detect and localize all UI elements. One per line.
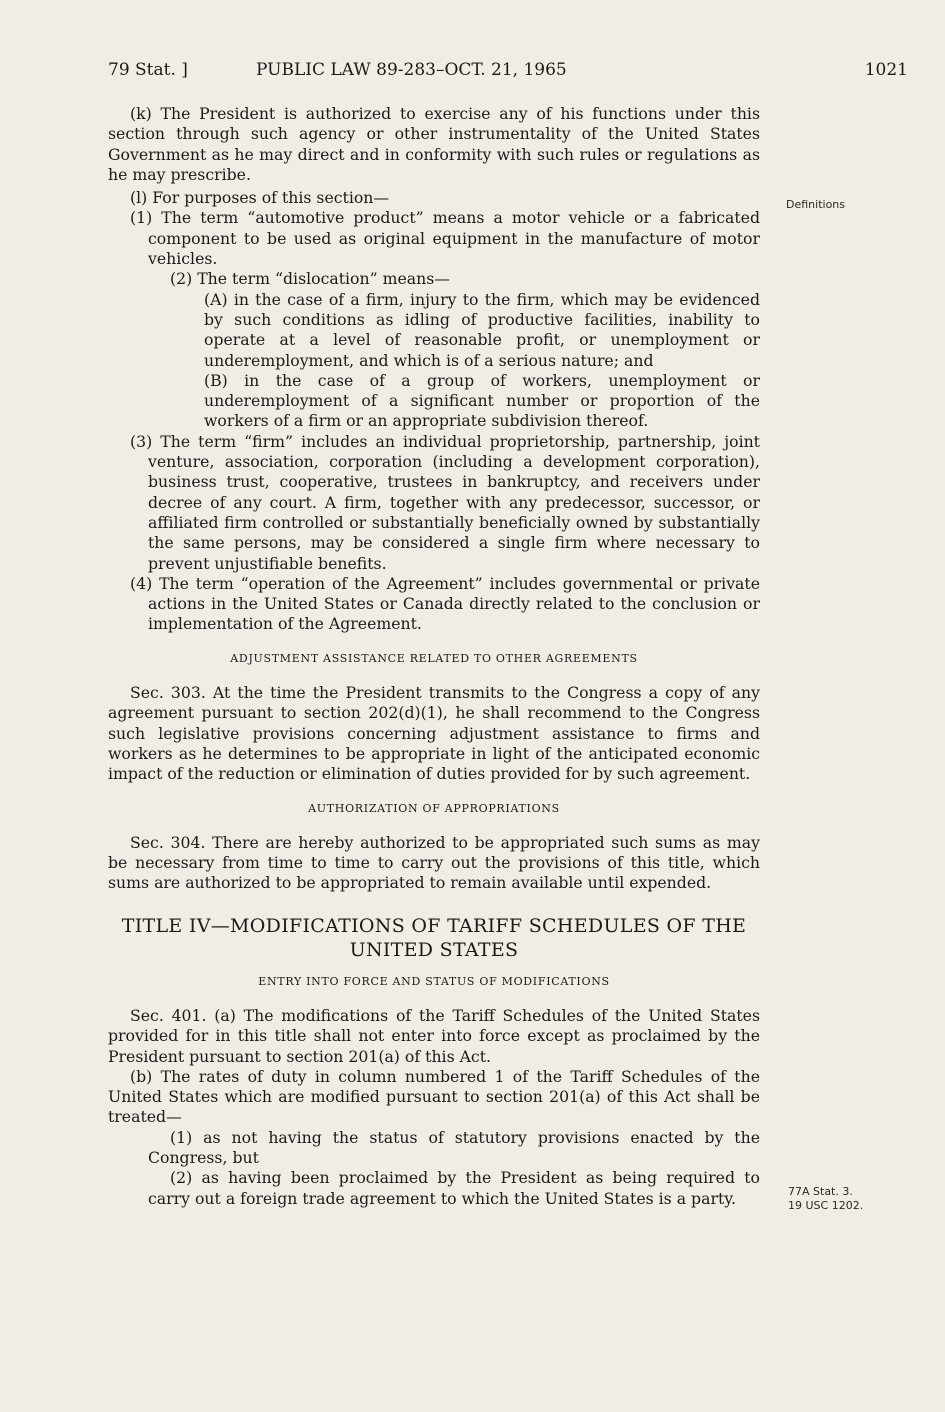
- margin-note-definitions: Definitions: [786, 198, 845, 211]
- title-iv-heading: TITLE IV—MODIFICATIONS OF TARIFF SCHEDULES OF THE UNITED STATES: [121, 914, 747, 961]
- section-401b: (b) The rates of duty in column numbered 1 of the Tariff Schedules of the United States which are modified pursuant to section 201(a) of this Act shall be treated—: [108, 1066, 760, 1127]
- paragraph-l2b: (B) in the case of a group of workers, unemployment or underemployment of a significant number or proportion of the workers of a firm or an appropriate subdivision thereof.: [204, 370, 760, 431]
- section-303: Sec. 303. At the time the President transmits to the Congress a copy of any agreement pursuant to section 202(d)(1), he shall recommend to the Congress such legislative provisions concerning adjustment assistance to firms and workers as he determines to be appropriate in light of the anticipated economic impact of the reduction or elimination of duties provided for by such agreement.: [108, 683, 760, 784]
- paragraph-l3: (3) The term “firm” includes an individual proprietorship, partnership, joint venture, association, corporation (including a development corporation), business trust, cooperative, trustees in bankruptcy, and receivers under decree of any court. A firm, together with any predecessor, successor, or affiliated firm controlled or substantially beneficially owned by substantially the same persons, may be considered a single firm where necessary to prevent unjustifiable benefits.: [130, 431, 760, 573]
- paragraph-k: (k) The President is authorized to exercise any of his functions under this section through such agency or other instrumentality of the United States Government as he may direct and in conformity with such rules or regulations as he may prescribe.: [108, 104, 760, 184]
- header-statute-ref: 79 Stat. ]: [108, 60, 188, 80]
- header-page-number: 1021: [864, 60, 908, 80]
- section-304: Sec. 304. There are hereby authorized to be appropriated such sums as may be necessary from time to time to carry out the provisions of this title, which sums are authorized to be appropriated to remain available until expended.: [108, 832, 760, 893]
- margin-note-statute-ref: [788, 1185, 863, 1213]
- section-401b2: (2) as having been proclaimed by the President as being required to carry out a foreign trade agreement to which the United States is a party.: [148, 1168, 760, 1208]
- paragraph-l2: (2) The term “dislocation” means—: [170, 269, 450, 289]
- paragraph-l1: (1) The term “automotive product” means a motor vehicle or a fabricated component to be used as original equipment in the manufacture of motor vehicles.: [130, 208, 760, 269]
- section-401b1: (1) as not having the status of statutory provisions enacted by the Congress, but: [148, 1127, 760, 1168]
- section-401a: Sec. 401. (a) The modifications of the Tariff Schedules of the United States provided for in this title shall not enter into force except as proclaimed by the President pursuant to section 201(a) of this Act.: [108, 1005, 760, 1066]
- margin-note-ref-line2: 19 USC 1202.: [788, 1199, 864, 1212]
- section-caption-401: ENTRY INTO FORCE AND STATUS OF MODIFICATIONS: [258, 974, 610, 988]
- section-caption-304: AUTHORIZATION OF APPROPRIATIONS: [308, 801, 560, 815]
- header-law-title: PUBLIC LAW 89-283–OCT. 21, 1965: [256, 60, 567, 80]
- document-body: [108, 104, 760, 1209]
- margin-note-ref-line1: 77A Stat. 3.: [788, 1185, 853, 1198]
- section-caption-303: ADJUSTMENT ASSISTANCE RELATED TO OTHER AGREEMENTS: [230, 651, 638, 665]
- paragraph-l2a: (A) in the case of a firm, injury to the firm, which may be evidenced by such conditions as idling of productive facilities, inability to operate at a level of reasonable profit, or unemployment or underemployment, and which is of a serious nature; and: [204, 289, 760, 370]
- paragraph-l: (l) For purposes of this section—: [130, 188, 390, 208]
- page-header: [108, 60, 908, 88]
- paragraph-l4: (4) The term “operation of the Agreement” includes governmental or private actions in the United States or Canada directly related to the conclusion or implementation of the Agreement.: [130, 573, 760, 634]
